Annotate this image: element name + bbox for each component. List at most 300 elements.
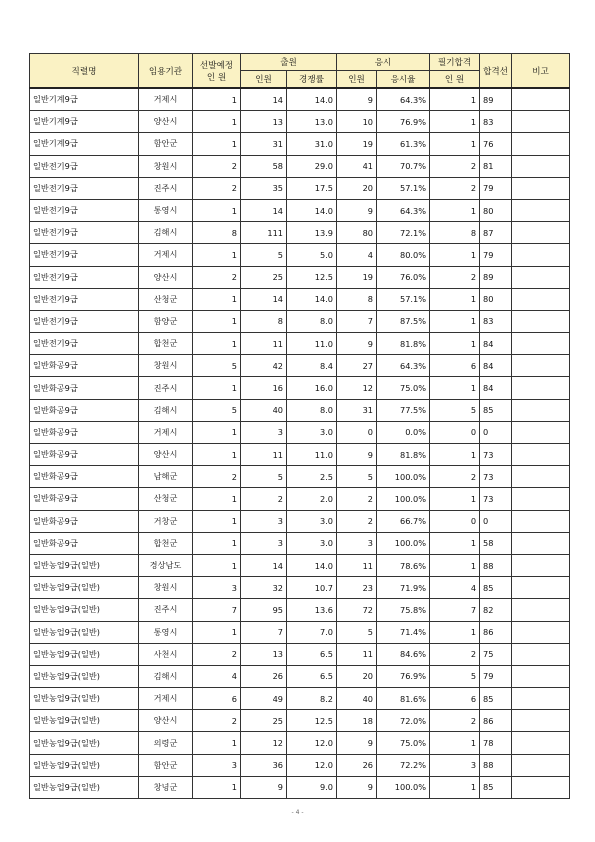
cell-applied-count: 12 (241, 732, 287, 754)
cell-planned: 1 (193, 510, 241, 532)
table-row (30, 355, 570, 377)
cell-take-rate: 81.8% (377, 333, 430, 355)
cell-take-rate: 75.8% (377, 599, 430, 621)
cell-applied-count: 49 (241, 688, 287, 710)
cell-agency: 진주시 (139, 377, 193, 399)
header-applied-people: 인원 (241, 71, 287, 89)
cell-cutoff: 0 (480, 421, 512, 443)
cell-job: 일반농업9급(일반) (30, 754, 139, 776)
cell-passed-count: 3 (430, 754, 480, 776)
table-row (30, 399, 570, 421)
cell-cutoff: 81 (480, 155, 512, 177)
cell-competition: 11.0 (287, 333, 337, 355)
cell-cutoff: 73 (480, 466, 512, 488)
cell-applied-count: 35 (241, 177, 287, 199)
cell-passed-count: 1 (430, 111, 480, 133)
cell-cutoff: 83 (480, 310, 512, 332)
cell-competition: 8.0 (287, 310, 337, 332)
table-row (30, 310, 570, 332)
cell-taken-count: 10 (337, 111, 377, 133)
cell-planned: 1 (193, 488, 241, 510)
cell-passed-count: 1 (430, 133, 480, 155)
cell-job: 일반농업9급(일반) (30, 577, 139, 599)
header-taken: 응시 (337, 54, 430, 71)
cell-agency: 김해시 (139, 399, 193, 421)
cell-agency: 창녕군 (139, 776, 193, 798)
cell-note (512, 155, 570, 177)
cell-planned: 1 (193, 732, 241, 754)
header-note: 비고 (512, 54, 570, 89)
cell-agency: 함안군 (139, 754, 193, 776)
cell-passed-count: 1 (430, 88, 480, 111)
cell-take-rate: 70.7% (377, 155, 430, 177)
cell-cutoff: 89 (480, 88, 512, 111)
cell-take-rate: 81.6% (377, 688, 430, 710)
cell-planned: 1 (193, 133, 241, 155)
cell-passed-count: 2 (430, 466, 480, 488)
cell-take-rate: 57.1% (377, 288, 430, 310)
cell-job: 일반전기9급 (30, 288, 139, 310)
cell-applied-count: 95 (241, 599, 287, 621)
cell-job: 일반전기9급 (30, 177, 139, 199)
cell-agency: 김해시 (139, 222, 193, 244)
cell-job: 일반화공9급 (30, 444, 139, 466)
cell-note (512, 288, 570, 310)
cell-planned: 1 (193, 776, 241, 798)
cell-cutoff: 78 (480, 732, 512, 754)
page-number: - 4 - (291, 809, 304, 816)
cell-note (512, 310, 570, 332)
cell-agency: 진주시 (139, 177, 193, 199)
cell-taken-count: 18 (337, 710, 377, 732)
cell-passed-count: 1 (430, 244, 480, 266)
cell-cutoff: 79 (480, 177, 512, 199)
cell-taken-count: 9 (337, 333, 377, 355)
cell-passed-count: 1 (430, 310, 480, 332)
table-row (30, 776, 570, 798)
cell-note (512, 554, 570, 576)
cell-planned: 1 (193, 199, 241, 221)
table-row (30, 111, 570, 133)
cell-applied-count: 32 (241, 577, 287, 599)
cell-cutoff: 82 (480, 599, 512, 621)
cell-taken-count: 11 (337, 643, 377, 665)
cell-passed-count: 6 (430, 355, 480, 377)
cell-note (512, 111, 570, 133)
table-row (30, 488, 570, 510)
cell-taken-count: 8 (337, 288, 377, 310)
cell-job: 일반화공9급 (30, 355, 139, 377)
table-row (30, 244, 570, 266)
cell-planned: 4 (193, 665, 241, 687)
cell-take-rate: 71.9% (377, 577, 430, 599)
cell-competition: 12.0 (287, 754, 337, 776)
cell-passed-count: 4 (430, 577, 480, 599)
cell-agency: 창원시 (139, 355, 193, 377)
table-row (30, 643, 570, 665)
header-planned-line1: 선발예정 (199, 60, 234, 71)
cell-note (512, 577, 570, 599)
cell-competition: 12.5 (287, 266, 337, 288)
cell-passed-count: 2 (430, 266, 480, 288)
cell-take-rate: 64.3% (377, 355, 430, 377)
cell-passed-count: 1 (430, 532, 480, 554)
cell-cutoff: 85 (480, 399, 512, 421)
cell-take-rate: 84.6% (377, 643, 430, 665)
table-row (30, 554, 570, 576)
cell-taken-count: 31 (337, 399, 377, 421)
cell-planned: 1 (193, 310, 241, 332)
cell-note (512, 510, 570, 532)
cell-take-rate: 76.9% (377, 665, 430, 687)
header-take-rate: 응시율 (377, 71, 430, 89)
cell-passed-count: 1 (430, 333, 480, 355)
cell-note (512, 377, 570, 399)
cell-take-rate: 81.8% (377, 444, 430, 466)
cell-agency: 통영시 (139, 199, 193, 221)
cell-taken-count: 7 (337, 310, 377, 332)
cell-planned: 1 (193, 444, 241, 466)
cell-planned: 1 (193, 421, 241, 443)
cell-applied-count: 14 (241, 288, 287, 310)
cell-passed-count: 2 (430, 643, 480, 665)
cell-competition: 8.0 (287, 399, 337, 421)
cell-competition: 11.0 (287, 444, 337, 466)
cell-take-rate: 64.3% (377, 88, 430, 111)
cell-cutoff: 73 (480, 488, 512, 510)
cell-agency: 산청군 (139, 288, 193, 310)
cell-taken-count: 9 (337, 88, 377, 111)
cell-agency: 합천군 (139, 532, 193, 554)
cell-note (512, 355, 570, 377)
cell-agency: 양산시 (139, 444, 193, 466)
cell-planned: 2 (193, 155, 241, 177)
cell-competition: 10.7 (287, 577, 337, 599)
cell-competition: 6.5 (287, 665, 337, 687)
cell-job: 일반농업9급(일반) (30, 776, 139, 798)
cell-cutoff: 80 (480, 288, 512, 310)
cell-passed-count: 5 (430, 399, 480, 421)
cell-note (512, 665, 570, 687)
cell-agency: 창원시 (139, 155, 193, 177)
cell-cutoff: 85 (480, 776, 512, 798)
cell-applied-count: 25 (241, 266, 287, 288)
cell-cutoff: 75 (480, 643, 512, 665)
table-row (30, 710, 570, 732)
header-competition: 경쟁률 (287, 71, 337, 89)
cell-job: 일반전기9급 (30, 244, 139, 266)
cell-take-rate: 76.9% (377, 111, 430, 133)
cell-job: 일반전기9급 (30, 266, 139, 288)
cell-planned: 5 (193, 355, 241, 377)
cell-applied-count: 5 (241, 466, 287, 488)
cell-applied-count: 11 (241, 444, 287, 466)
cell-competition: 13.6 (287, 599, 337, 621)
cell-take-rate: 75.0% (377, 732, 430, 754)
cell-planned: 5 (193, 399, 241, 421)
cell-job: 일반화공9급 (30, 399, 139, 421)
cell-taken-count: 9 (337, 732, 377, 754)
cell-planned: 2 (193, 266, 241, 288)
cell-take-rate: 0.0% (377, 421, 430, 443)
cell-agency: 창원시 (139, 577, 193, 599)
cell-note (512, 266, 570, 288)
cell-note (512, 199, 570, 221)
cell-take-rate: 100.0% (377, 532, 430, 554)
cell-competition: 13.0 (287, 111, 337, 133)
cell-agency: 양산시 (139, 111, 193, 133)
header-passed: 필기합격 (430, 54, 480, 71)
cell-job: 일반화공9급 (30, 377, 139, 399)
header-taken-people: 인원 (337, 71, 377, 89)
cell-passed-count: 7 (430, 599, 480, 621)
cell-competition: 8.2 (287, 688, 337, 710)
cell-planned: 1 (193, 88, 241, 111)
cell-note (512, 754, 570, 776)
cell-planned: 1 (193, 111, 241, 133)
cell-competition: 17.5 (287, 177, 337, 199)
cell-take-rate: 72.0% (377, 710, 430, 732)
cell-take-rate: 72.2% (377, 754, 430, 776)
cell-passed-count: 1 (430, 554, 480, 576)
cell-applied-count: 9 (241, 776, 287, 798)
cell-take-rate: 80.0% (377, 244, 430, 266)
cell-taken-count: 5 (337, 621, 377, 643)
cell-taken-count: 9 (337, 776, 377, 798)
cell-note (512, 466, 570, 488)
cell-job: 일반농업9급(일반) (30, 643, 139, 665)
cell-agency: 거제시 (139, 244, 193, 266)
cell-competition: 9.0 (287, 776, 337, 798)
cell-note (512, 688, 570, 710)
cell-applied-count: 58 (241, 155, 287, 177)
cell-taken-count: 12 (337, 377, 377, 399)
cell-take-rate: 100.0% (377, 488, 430, 510)
table-row (30, 732, 570, 754)
cell-competition: 12.0 (287, 732, 337, 754)
cell-cutoff: 85 (480, 688, 512, 710)
cell-take-rate: 71.4% (377, 621, 430, 643)
cell-passed-count: 6 (430, 688, 480, 710)
cell-cutoff: 84 (480, 333, 512, 355)
cell-agency: 합천군 (139, 333, 193, 355)
cell-note (512, 177, 570, 199)
cell-taken-count: 19 (337, 133, 377, 155)
cell-job: 일반기계9급 (30, 133, 139, 155)
cell-job: 일반농업9급(일반) (30, 688, 139, 710)
cell-cutoff: 85 (480, 577, 512, 599)
cell-agency: 산청군 (139, 488, 193, 510)
cell-applied-count: 3 (241, 532, 287, 554)
cell-cutoff: 88 (480, 554, 512, 576)
cell-note (512, 621, 570, 643)
cell-cutoff: 88 (480, 754, 512, 776)
cell-planned: 1 (193, 244, 241, 266)
cell-job: 일반농업9급(일반) (30, 665, 139, 687)
cell-cutoff: 84 (480, 377, 512, 399)
cell-competition: 7.0 (287, 621, 337, 643)
cell-applied-count: 111 (241, 222, 287, 244)
cell-job: 일반농업9급(일반) (30, 621, 139, 643)
cell-taken-count: 0 (337, 421, 377, 443)
cell-taken-count: 20 (337, 177, 377, 199)
cell-applied-count: 40 (241, 399, 287, 421)
cell-competition: 13.9 (287, 222, 337, 244)
cell-applied-count: 8 (241, 310, 287, 332)
cell-agency: 거제시 (139, 421, 193, 443)
cell-competition: 3.0 (287, 532, 337, 554)
cell-note (512, 222, 570, 244)
cell-taken-count: 9 (337, 199, 377, 221)
cell-competition: 8.4 (287, 355, 337, 377)
cell-competition: 6.5 (287, 643, 337, 665)
cell-passed-count: 2 (430, 710, 480, 732)
cell-cutoff: 83 (480, 111, 512, 133)
cell-competition: 2.5 (287, 466, 337, 488)
cell-take-rate: 72.1% (377, 222, 430, 244)
cell-passed-count: 0 (430, 421, 480, 443)
cell-applied-count: 25 (241, 710, 287, 732)
cell-taken-count: 2 (337, 488, 377, 510)
cell-job: 일반기계9급 (30, 88, 139, 111)
cell-passed-count: 1 (430, 199, 480, 221)
cell-note (512, 444, 570, 466)
table-row (30, 444, 570, 466)
cell-planned: 1 (193, 621, 241, 643)
header-planned-line2: 인 원 (206, 72, 227, 83)
cell-taken-count: 9 (337, 444, 377, 466)
cell-taken-count: 27 (337, 355, 377, 377)
cell-applied-count: 14 (241, 199, 287, 221)
cell-passed-count: 1 (430, 621, 480, 643)
table-row (30, 88, 570, 111)
cell-cutoff: 58 (480, 532, 512, 554)
cell-competition: 12.5 (287, 710, 337, 732)
cell-applied-count: 42 (241, 355, 287, 377)
cell-job: 일반농업9급(일반) (30, 710, 139, 732)
cell-applied-count: 5 (241, 244, 287, 266)
cell-cutoff: 73 (480, 444, 512, 466)
cell-take-rate: 61.3% (377, 133, 430, 155)
table-row (30, 466, 570, 488)
cell-take-rate: 77.5% (377, 399, 430, 421)
table-row (30, 510, 570, 532)
cell-competition: 31.0 (287, 133, 337, 155)
cell-take-rate: 100.0% (377, 776, 430, 798)
cell-applied-count: 31 (241, 133, 287, 155)
cell-applied-count: 16 (241, 377, 287, 399)
cell-agency: 양산시 (139, 710, 193, 732)
cell-passed-count: 1 (430, 377, 480, 399)
cell-competition: 2.0 (287, 488, 337, 510)
header-applied: 출원 (241, 54, 337, 71)
table-row (30, 421, 570, 443)
cell-planned: 3 (193, 577, 241, 599)
cell-take-rate: 78.6% (377, 554, 430, 576)
cell-job: 일반농업9급(일반) (30, 732, 139, 754)
cell-planned: 7 (193, 599, 241, 621)
cell-taken-count: 5 (337, 466, 377, 488)
cell-agency: 경상남도 (139, 554, 193, 576)
cell-planned: 6 (193, 688, 241, 710)
cell-job: 일반화공9급 (30, 466, 139, 488)
cell-cutoff: 86 (480, 621, 512, 643)
header-row-1 (30, 54, 570, 71)
cell-cutoff: 79 (480, 244, 512, 266)
cell-taken-count: 26 (337, 754, 377, 776)
cell-cutoff: 0 (480, 510, 512, 532)
cell-taken-count: 40 (337, 688, 377, 710)
cell-job: 일반화공9급 (30, 532, 139, 554)
cell-take-rate: 76.0% (377, 266, 430, 288)
cell-applied-count: 26 (241, 665, 287, 687)
cell-applied-count: 13 (241, 643, 287, 665)
cell-applied-count: 2 (241, 488, 287, 510)
cell-planned: 2 (193, 643, 241, 665)
cell-taken-count: 19 (337, 266, 377, 288)
cell-taken-count: 2 (337, 510, 377, 532)
cell-note (512, 732, 570, 754)
cell-applied-count: 3 (241, 510, 287, 532)
cell-job: 일반화공9급 (30, 488, 139, 510)
cell-agency: 거제시 (139, 688, 193, 710)
table-row (30, 288, 570, 310)
cell-passed-count: 8 (430, 222, 480, 244)
cell-passed-count: 2 (430, 155, 480, 177)
cell-cutoff: 79 (480, 665, 512, 687)
cell-note (512, 399, 570, 421)
table-row (30, 199, 570, 221)
cell-passed-count: 5 (430, 665, 480, 687)
cell-competition: 14.0 (287, 554, 337, 576)
cell-take-rate: 100.0% (377, 466, 430, 488)
cell-take-rate: 87.5% (377, 310, 430, 332)
cell-taken-count: 20 (337, 665, 377, 687)
cell-job: 일반전기9급 (30, 310, 139, 332)
cell-applied-count: 11 (241, 333, 287, 355)
table-row (30, 754, 570, 776)
table-row (30, 599, 570, 621)
cell-note (512, 643, 570, 665)
cell-planned: 8 (193, 222, 241, 244)
cell-competition: 14.0 (287, 88, 337, 111)
cell-agency: 양산시 (139, 266, 193, 288)
cell-job: 일반화공9급 (30, 421, 139, 443)
cell-planned: 1 (193, 288, 241, 310)
cell-taken-count: 80 (337, 222, 377, 244)
cell-note (512, 776, 570, 798)
cell-taken-count: 41 (337, 155, 377, 177)
cell-competition: 29.0 (287, 155, 337, 177)
table-row (30, 532, 570, 554)
cell-cutoff: 76 (480, 133, 512, 155)
cell-passed-count: 0 (430, 510, 480, 532)
cell-cutoff: 87 (480, 222, 512, 244)
cell-competition: 14.0 (287, 199, 337, 221)
cell-job: 일반전기9급 (30, 199, 139, 221)
cell-agency: 함안군 (139, 133, 193, 155)
cell-planned: 1 (193, 377, 241, 399)
cell-agency: 진주시 (139, 599, 193, 621)
cell-planned: 3 (193, 754, 241, 776)
header-planned (193, 54, 241, 89)
cell-agency: 김해시 (139, 665, 193, 687)
cell-note (512, 133, 570, 155)
cell-applied-count: 36 (241, 754, 287, 776)
cell-competition: 3.0 (287, 510, 337, 532)
cell-applied-count: 3 (241, 421, 287, 443)
cell-passed-count: 2 (430, 177, 480, 199)
